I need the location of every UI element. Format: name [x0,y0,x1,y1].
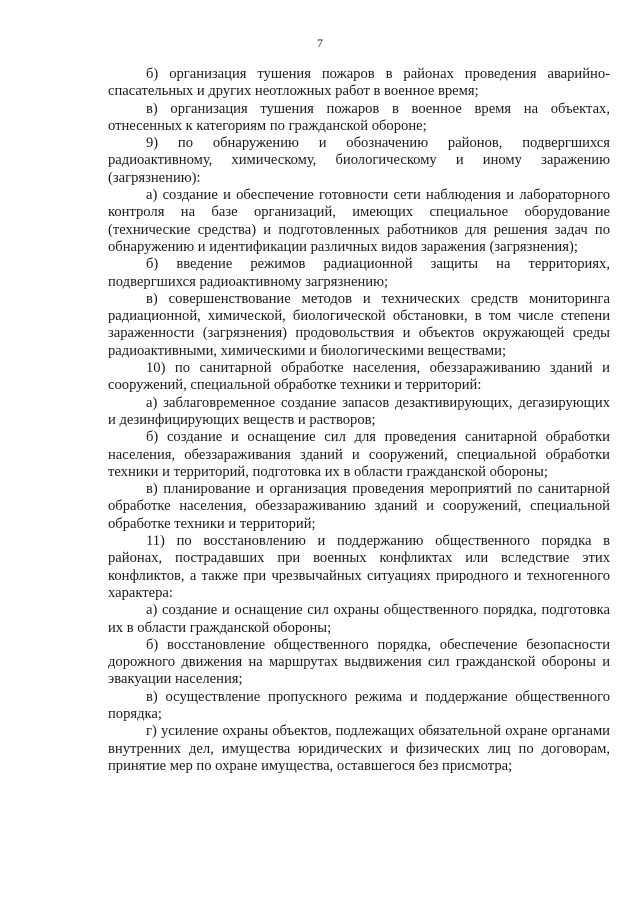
paragraph-10-sanitary-treatment: 10) по санитарной обработке населения, обеззараживанию зданий и сооружений, специальной обработке техники и территорий: [108,360,610,394]
paragraph-11g-object-protection: г) усиление охраны объектов, подлежащих обязательной охране органами внутренних дел, имущества юридических и физических лиц по договорам, принятие мер по охране имущества, оставшегося без присмотра; [108,723,610,774]
paragraph-10v-planning: в) планирование и организация проведения мероприятий по санитарной обработке населения, обеззараживанию зданий и сооружений, специальной обработке техники и территорий; [108,481,610,532]
paragraph-11v-access-control: в) осуществление пропускного режима и поддержание общественного порядка; [108,688,610,722]
paragraph-9a-observation-network: а) создание и обеспечение готовности сети наблюдения и лабораторного контроля на базе организаций, имеющих специальное оборудование (технические средства) и подготовленных работников для решения задач по обнаружению и идентификации различных видов заражения (загрязнения); [108,187,610,255]
paragraph-10b-forces-equipment: б) создание и оснащение сил для проведения санитарной обработки населения, обеззараживания зданий и сооружений, специальной обработки техники и территорий, подготовка их в области гражданской обороны; [108,429,610,480]
document-body [108,66,610,775]
paragraph-11b-order-restoration: б) восстановление общественного порядка, обеспечение безопасности дорожного движения на маршрутах выдвижения сил гражданской обороны и эвакуации населения; [108,636,610,688]
paragraph-9-contamination-detection: 9) по обнаружению и обозначению районов, подвергшихся радиоактивному, химическому, биологическому и иному заражению (загрязнению): [108,135,610,186]
paragraph-11a-security-forces: а) создание и оснащение сил охраны общественного порядка, подготовка их в области гражданской обороны; [108,602,610,636]
paragraph-11-public-order: 11) по восстановлению и поддержанию общественного порядка в районах, пострадавших при военных конфликтах или вследствие этих конфликтов, а также при чрезвычайных ситуациях природного и техногенного характера: [108,533,610,601]
paragraph-9b-radiation-protection: б) введение режимов радиационной защиты на территориях, подвергшихся радиоактивному загрязнению; [108,256,610,290]
page-number: 7 [317,36,323,50]
paragraph-10a-stockpiles: а) заблаговременное создание запасов дезактивирующих, дегазирующих и дезинфицирующих веществ и растворов; [108,394,610,428]
paragraph-6v-fire-civil-defense-objects: в) организация тушения пожаров в военное время на объектах, отнесенных к категориям по гражданской обороне; [108,100,610,134]
paragraph-6b-fire-rescue-areas: б) организация тушения пожаров в районах проведения аварийно-спасательных и других неотложных работ в военное время; [108,66,610,100]
paragraph-9v-monitoring-methods: в) совершенствование методов и технических средств мониторинга радиационной, химической, биологической обстановки, в том числе степени зараженности (загрязнения) продовольствия и объектов окружающей среды радиоактивными, химическими и биологическими веществами; [108,290,610,359]
